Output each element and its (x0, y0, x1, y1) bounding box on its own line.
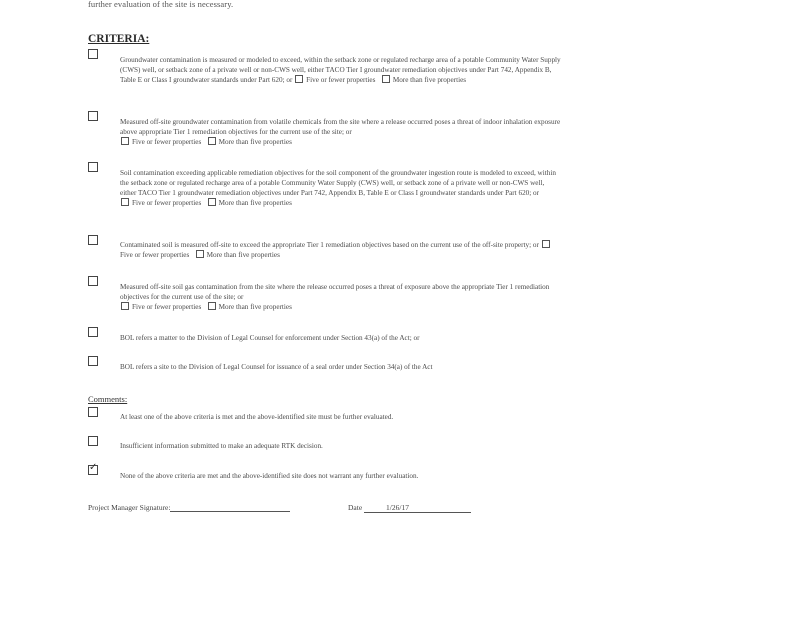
comments-heading: Comments: (88, 394, 128, 404)
date-line-right (409, 512, 471, 513)
criterion-3-opt2-label: More than five properties (218, 199, 292, 207)
criterion-3-opt2-checkbox[interactable] (208, 198, 216, 206)
criterion-4-opt2-checkbox[interactable] (196, 250, 204, 258)
criterion-2-checkbox[interactable] (88, 111, 98, 121)
criterion-1-opt2-checkbox[interactable] (382, 75, 390, 83)
criterion-1 (120, 55, 562, 85)
criterion-5-opt2-checkbox[interactable] (208, 302, 216, 310)
comment-3-text: None of the above criteria are met and the above-identified site does not warrant any further evaluation. (120, 472, 419, 480)
criterion-6-text: BOL refers a matter to the Division of Legal Counsel for enforcement under Section 43(a) of the Act; or (120, 334, 420, 342)
criterion-1-opt2-label: More than five properties (392, 76, 467, 84)
criterion-4-checkbox[interactable] (88, 235, 98, 245)
criterion-3-opt1-label: Five or fewer properties (132, 199, 202, 207)
comment-2-checkbox[interactable] (88, 436, 98, 446)
criterion-3-checkbox[interactable] (88, 162, 98, 172)
comment-1-checkbox[interactable] (88, 407, 98, 417)
criterion-7-text: BOL refers a site to the Division of Legal Counsel for issuance of a seal order under Section 34(a) of the Act (120, 363, 433, 371)
criterion-1-checkbox[interactable] (88, 49, 98, 59)
criterion-5-opt1-checkbox[interactable] (121, 302, 129, 310)
criterion-5-text: Measured off-site soil gas contamination from the site where the release occurred poses a threat of exposure above the appropriate Tier 1 remediation objectives for the current use of the site; or (120, 283, 550, 301)
criterion-3 (120, 168, 562, 208)
criterion-2-opt2-checkbox[interactable] (208, 137, 216, 145)
signature-label: Project Manager Signature: (88, 503, 171, 512)
criterion-4-opt2-label: More than five properties (206, 251, 280, 259)
criterion-2-opt1-label: Five or fewer properties (132, 138, 202, 146)
date-row (348, 503, 471, 513)
carryover-text: further evaluation of the site is necessary. (88, 0, 234, 9)
date-label: Date (348, 503, 363, 512)
criterion-3-text: Soil contamination exceeding applicable remediation objectives for the soil component of the groundwater ingestion route is modeled to exceed, within the setback zone or regulated recharge area of a potable Community Water Supply (CWS) well, or setback zone of a private well or non-CWS well, either TACO Tier 1 groundwater remediation objectives under Part 742, Appendix B, Table E or Class I groundwater standards under Part 620; or (120, 169, 556, 197)
comment-1-text: At least one of the above criteria is met and the above-identified site must be further evaluated. (120, 413, 394, 421)
criterion-2-opt2-label: More than five properties (218, 138, 292, 146)
criterion-5-opt2-label: More than five properties (218, 303, 292, 311)
criterion-1-opt1-checkbox[interactable] (295, 75, 303, 83)
date-line-left (364, 512, 386, 513)
criterion-4-text: Contaminated soil is measured off-site to exceed the appropriate Tier 1 remediation objectives based on the current use of the off-site property; or (120, 241, 539, 249)
criterion-2-text: Measured off-site groundwater contamination from volatile chemicals from the site where a release occurred poses a threat of indoor inhalation exposure above appropriate Tier 1 remediation objectives for the current use of the site; or (120, 118, 561, 136)
criterion-4 (120, 240, 562, 260)
criterion-6 (120, 333, 562, 343)
criterion-1-opt1-label: Five or fewer properties (306, 76, 376, 84)
criterion-2 (120, 117, 562, 147)
comment-3-checkbox[interactable] (88, 465, 98, 475)
comment-2-text: Insufficient information submitted to make an adequate RTK decision. (120, 442, 323, 450)
criterion-6-checkbox[interactable] (88, 327, 98, 337)
criterion-5 (120, 282, 562, 312)
criterion-4-opt1-checkbox[interactable] (542, 240, 550, 248)
criterion-4-opt1-label: Five or fewer properties (120, 251, 190, 259)
criterion-3-opt1-checkbox[interactable] (121, 198, 129, 206)
criterion-7-checkbox[interactable] (88, 356, 98, 366)
criterion-5-opt1-label: Five or fewer properties (132, 303, 202, 311)
signature-row (88, 503, 290, 512)
criterion-1-text: Groundwater contamination is measured or modeled to exceed, within the setback zone or regulated recharge area of a potable Community Water Supply (CWS) well, or setback zone of a private well or non-CWS well, either TACO Tier I groundwater remediation objectives under Part 742, Appendix B, Table E or Class I groundwater standards under Part 620; or (120, 56, 561, 84)
date-value[interactable]: 1/26/17 (386, 503, 409, 512)
criterion-2-opt1-checkbox[interactable] (121, 137, 129, 145)
criteria-heading: CRITERIA: (88, 33, 150, 45)
criterion-5-checkbox[interactable] (88, 276, 98, 286)
criterion-7 (120, 362, 562, 372)
signature-line[interactable] (170, 511, 290, 512)
